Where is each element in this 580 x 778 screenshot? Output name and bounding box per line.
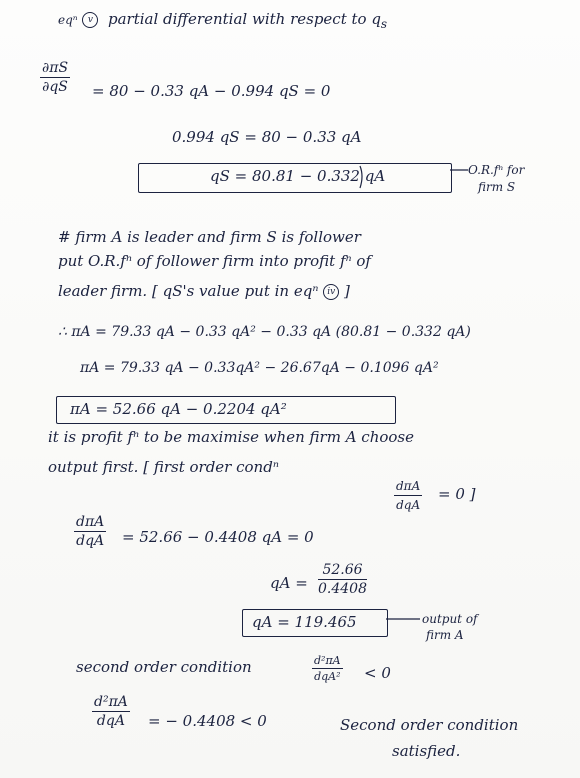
leader-bracket: ] — [343, 282, 350, 300]
soc-text: second order condition — [76, 658, 252, 676]
partial-num: ∂πS — [42, 60, 69, 76]
solve-lhs: qA = — [270, 574, 308, 592]
deriv3-num: d²πA — [94, 694, 128, 710]
maximise-line-2: output first. [ first order condⁿ — [48, 458, 279, 476]
deriv3-rhs: = − 0.4408 < 0 — [148, 712, 267, 730]
partial-den: ∂qS — [42, 79, 68, 95]
header-sub: s — [380, 17, 388, 31]
orf-equation: qS = 80.81 − 0.332 qA — [210, 167, 386, 185]
leader-line-2: put O.R.fⁿ of follower firm into profit fⁿ of — [58, 252, 371, 270]
soc-rhs: < 0 — [364, 664, 391, 682]
conclusion-1: Second order condition — [340, 716, 519, 734]
conclusion-2: satisfied. — [392, 742, 461, 760]
leader-line-3-text: leader firm. [ qS's value put in eqⁿ — [58, 282, 319, 300]
solve-num: 52.66 — [318, 562, 367, 580]
soc-num: d²πA — [314, 654, 341, 667]
orf-note-1: O.R.fⁿ for — [468, 163, 525, 177]
profit-line-1: ∴ πA = 79.33 qA − 0.33 qA² − 0.33 qA (80.81 − 0.332 qA) — [58, 324, 471, 340]
result-equation: qA = 119.465 — [252, 613, 357, 631]
soc-den: dqA² — [314, 670, 341, 683]
foc-rhs: = 0 ] — [438, 485, 476, 503]
result-note-1: output of — [422, 612, 478, 626]
profit-line-2: πA = 79.33 qA − 0.33qA² − 26.67qA − 0.1096 qA² — [80, 360, 439, 376]
deriv2-den: dqA — [76, 533, 105, 549]
profit-equation: πA = 52.66 qA − 0.2204 qA² — [70, 400, 287, 418]
eq-circle-v: v — [82, 12, 98, 28]
deriv2-num: dπA — [76, 514, 105, 530]
maximise-line-1: it is profit fⁿ to be maximise when firm A choose — [48, 428, 414, 446]
orf-note-2: firm S — [478, 180, 516, 194]
step-1: 0.994 qS = 80 − 0.33 qA — [172, 128, 362, 146]
eq-label: eqⁿ — [58, 13, 78, 27]
eq-circle-iv: iv — [323, 284, 339, 300]
deriv2-rhs: = 52.66 − 0.4408 qA = 0 — [122, 528, 314, 546]
leader-line-1: # firm A is leader and firm S is follower — [58, 228, 361, 246]
header-text: partial differential with respect to q — [107, 10, 381, 28]
foc-den: dqA — [396, 498, 421, 512]
bracket-end — [360, 166, 362, 188]
result-note-2: firm A — [426, 628, 464, 642]
foc-num: dπA — [394, 478, 422, 496]
deriv3-den: dqA — [96, 713, 125, 729]
partial-rhs: = 80 − 0.33 qA − 0.994 qS = 0 — [92, 82, 331, 100]
solve-den: 0.4408 — [318, 581, 367, 597]
